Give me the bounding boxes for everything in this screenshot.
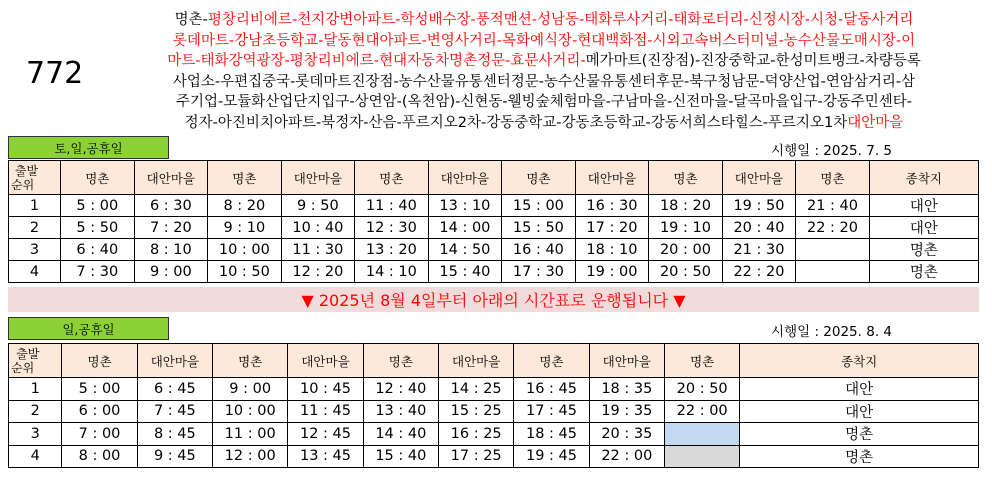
- time-cell: 6 : 00: [62, 400, 137, 423]
- route-segment: 평창리비에르-천지강변아파트-학성배수장-풍적맨션-성남동-태화루사거리-태화로터리-신정시장-시청-달동사거리: [207, 12, 914, 28]
- departure-rank-header: [9, 344, 62, 378]
- route-segment: 대안마을: [847, 114, 904, 131]
- route-segment: 정자-아진비치아파트-북정자-산음-푸르지오2차-강동중학교-강동초등학교-강동서희스타힐스-푸르지오1차: [184, 114, 848, 131]
- destination-cell: 대안: [740, 378, 979, 401]
- time-cell: 9 : 10: [208, 217, 282, 239]
- time-cell: 12 : 45: [288, 423, 363, 446]
- time-cell: 12 : 30: [355, 217, 429, 239]
- time-cell: 11 : 00: [213, 423, 288, 446]
- time-cell: 18 : 45: [514, 423, 589, 446]
- time-cell: 11 : 45: [288, 400, 363, 423]
- route-line: [100, 113, 988, 134]
- time-cell: 20 : 35: [589, 423, 664, 446]
- destination-cell: 대안: [869, 195, 978, 217]
- time-cell: 21 : 30: [722, 239, 796, 261]
- time-cell: 13 : 20: [355, 239, 429, 261]
- time-cell: 16 : 40: [502, 239, 576, 261]
- route-segment: 명촌-: [174, 12, 208, 28]
- time-cell: 5 : 00: [61, 195, 135, 217]
- time-cell: 14 : 00: [428, 217, 502, 239]
- destination-cell: 대안: [869, 217, 978, 239]
- time-cell: 9 : 50: [281, 195, 355, 217]
- time-cell: 14 : 25: [439, 378, 514, 401]
- time-cell: 10 : 40: [281, 217, 355, 239]
- time-cell: 10 : 00: [213, 400, 288, 423]
- rank-cell: 1: [9, 195, 61, 217]
- destination-cell: 명촌: [869, 239, 978, 261]
- column-header: 명촌: [208, 161, 282, 195]
- time-cell: 15 : 25: [439, 400, 514, 423]
- destination-cell: 명촌: [740, 445, 979, 468]
- time-cell: 5 : 50: [61, 217, 135, 239]
- route-line: [100, 31, 988, 52]
- route-segment: 메가마트(진장점)-진장중학교-한성미트뱅크-차량등록: [585, 53, 921, 70]
- column-header: 명촌: [649, 161, 723, 195]
- rank-label: 순위: [11, 178, 35, 192]
- table-row: [9, 261, 979, 283]
- time-cell: 12 : 40: [363, 378, 438, 401]
- route-segment: 마트-태화강역광장-평창리비에르-현대자동차명촌정문-효문사거리-: [167, 53, 586, 70]
- header-row: [9, 344, 979, 378]
- time-cell: 7 : 45: [137, 400, 212, 423]
- time-cell: [664, 445, 739, 468]
- time-cell: 7 : 20: [134, 217, 208, 239]
- time-cell: 22 : 00: [664, 400, 739, 423]
- effective-date-1: 시행일 : 2025. 7. 5: [771, 143, 892, 159]
- time-cell: 20 : 00: [649, 239, 723, 261]
- route-line: [100, 92, 988, 113]
- route-number: 772: [26, 56, 84, 91]
- column-header: 명촌: [61, 161, 135, 195]
- time-cell: 9 : 00: [134, 261, 208, 283]
- time-cell: 11 : 30: [281, 239, 355, 261]
- route-line: [100, 51, 988, 72]
- table-row: [9, 195, 979, 217]
- table-row: [9, 423, 979, 446]
- time-cell: 10 : 50: [208, 261, 282, 283]
- time-cell: 14 : 50: [428, 239, 502, 261]
- time-cell: 18 : 35: [589, 378, 664, 401]
- time-cell: 22 : 20: [722, 261, 796, 283]
- time-cell: 9 : 00: [213, 378, 288, 401]
- rank-cell: 4: [9, 445, 62, 468]
- time-cell: 15 : 40: [363, 445, 438, 468]
- route-line: [100, 72, 988, 93]
- column-header: 대안마을: [589, 344, 664, 378]
- route-line: [100, 10, 988, 31]
- destination-header: 종착지: [740, 344, 979, 378]
- column-header: 명촌: [213, 344, 288, 378]
- column-header: 대안마을: [722, 161, 796, 195]
- rank-cell: 2: [9, 217, 61, 239]
- notice-banner: ▼ 2025년 8월 4일부터 아래의 시간표로 운행됩니다 ▼: [8, 287, 979, 312]
- time-cell: 7 : 30: [61, 261, 135, 283]
- time-cell: 11 : 40: [355, 195, 429, 217]
- route-segment: 사업소-우편집중국-롯데마트진장점-농수산물유통센터정문-농수산물유통센터후문-북구청남문-덕양산업-연암삼거리-삼: [172, 73, 916, 90]
- time-cell: 15 : 50: [502, 217, 576, 239]
- time-cell: 15 : 40: [428, 261, 502, 283]
- header-row: [9, 161, 979, 195]
- rank-cell: 1: [9, 378, 62, 401]
- time-cell: 7 : 00: [62, 423, 137, 446]
- time-cell: 12 : 00: [213, 445, 288, 468]
- time-cell: 19 : 10: [649, 217, 723, 239]
- column-header: 명촌: [664, 344, 739, 378]
- time-cell: 16 : 45: [514, 378, 589, 401]
- schedule-label-1: 토,일,공휴일: [8, 136, 169, 159]
- rank-cell: 4: [9, 261, 61, 283]
- time-cell: 19 : 45: [514, 445, 589, 468]
- time-cell: 18 : 10: [575, 239, 649, 261]
- time-cell: 16 : 25: [439, 423, 514, 446]
- column-header: 대안마을: [428, 161, 502, 195]
- table-row: [9, 445, 979, 468]
- time-cell: 8 : 00: [62, 445, 137, 468]
- rank-cell: 3: [9, 239, 61, 261]
- time-cell: [796, 261, 870, 283]
- column-header: 대안마을: [288, 344, 363, 378]
- time-cell: 10 : 00: [208, 239, 282, 261]
- time-cell: 15 : 00: [502, 195, 576, 217]
- time-cell: 19 : 35: [589, 400, 664, 423]
- departure-rank-header: [9, 161, 61, 195]
- time-cell: 8 : 10: [134, 239, 208, 261]
- column-header: 대안마을: [281, 161, 355, 195]
- column-header: 대안마을: [575, 161, 649, 195]
- time-cell: 14 : 10: [355, 261, 429, 283]
- route-stops: [100, 10, 988, 134]
- column-header: 명촌: [355, 161, 429, 195]
- column-header: 대안마을: [439, 344, 514, 378]
- column-header: 대안마을: [134, 161, 208, 195]
- time-cell: 20 : 40: [722, 217, 796, 239]
- column-header: 명촌: [62, 344, 137, 378]
- departure-label: 출발: [16, 347, 40, 361]
- column-header: 명촌: [502, 161, 576, 195]
- column-header: 명촌: [796, 161, 870, 195]
- time-cell: 20 : 50: [664, 378, 739, 401]
- time-cell: 13 : 40: [363, 400, 438, 423]
- time-cell: 17 : 30: [502, 261, 576, 283]
- time-cell: 8 : 20: [208, 195, 282, 217]
- rank-cell: 3: [9, 423, 62, 446]
- table-row: [9, 400, 979, 423]
- time-cell: 9 : 45: [137, 445, 212, 468]
- time-cell: 19 : 50: [722, 195, 796, 217]
- time-cell: [796, 239, 870, 261]
- time-cell: 20 : 50: [649, 261, 723, 283]
- timetable-2: [8, 343, 979, 468]
- time-cell: 13 : 10: [428, 195, 502, 217]
- time-cell: 16 : 30: [575, 195, 649, 217]
- schedule-label-2: 일,공휴일: [8, 317, 169, 340]
- destination-cell: 대안: [740, 400, 979, 423]
- effective-date-2: 시행일 : 2025. 8. 4: [771, 324, 892, 340]
- time-cell: [664, 423, 739, 446]
- time-cell: 14 : 40: [363, 423, 438, 446]
- timetable-1: [8, 160, 979, 283]
- time-cell: 6 : 40: [61, 239, 135, 261]
- departure-label: 출발: [14, 164, 39, 178]
- table-row: [9, 239, 979, 261]
- time-cell: 21 : 40: [796, 195, 870, 217]
- time-cell: 12 : 20: [281, 261, 355, 283]
- table-row: [9, 217, 979, 239]
- time-cell: 5 : 00: [62, 378, 137, 401]
- time-cell: 6 : 30: [134, 195, 208, 217]
- destination-header: 종착지: [869, 161, 978, 195]
- destination-cell: 명촌: [869, 261, 978, 283]
- route-segment: 주기업-모듈화산업단지입구-상연암-(옥천암)-신현동-웰빙숲체험마을-구남마을-신전마을-달곡마을입구-강동주민센타-: [176, 94, 912, 111]
- time-cell: 6 : 45: [137, 378, 212, 401]
- time-cell: 17 : 25: [439, 445, 514, 468]
- time-cell: 17 : 20: [575, 217, 649, 239]
- column-header: 명촌: [363, 344, 438, 378]
- time-cell: 22 : 20: [796, 217, 870, 239]
- time-cell: 13 : 45: [288, 445, 363, 468]
- time-cell: 19 : 00: [575, 261, 649, 283]
- destination-cell: 명촌: [740, 423, 979, 446]
- time-cell: 18 : 20: [649, 195, 723, 217]
- rank-cell: 2: [9, 400, 62, 423]
- rank-label: 순위: [11, 361, 35, 375]
- table-row: [9, 378, 979, 401]
- time-cell: 22 : 00: [589, 445, 664, 468]
- column-header: 대안마을: [137, 344, 212, 378]
- time-cell: 8 : 45: [137, 423, 212, 446]
- column-header: 명촌: [514, 344, 589, 378]
- route-segment: 롯데마트-강남초등학교-달동현대아파트-변영사거리-목화예식장-현대백화점-시외고속버스터미널-농수산물도매시장-이: [172, 32, 916, 49]
- time-cell: 17 : 45: [514, 400, 589, 423]
- time-cell: 10 : 45: [288, 378, 363, 401]
